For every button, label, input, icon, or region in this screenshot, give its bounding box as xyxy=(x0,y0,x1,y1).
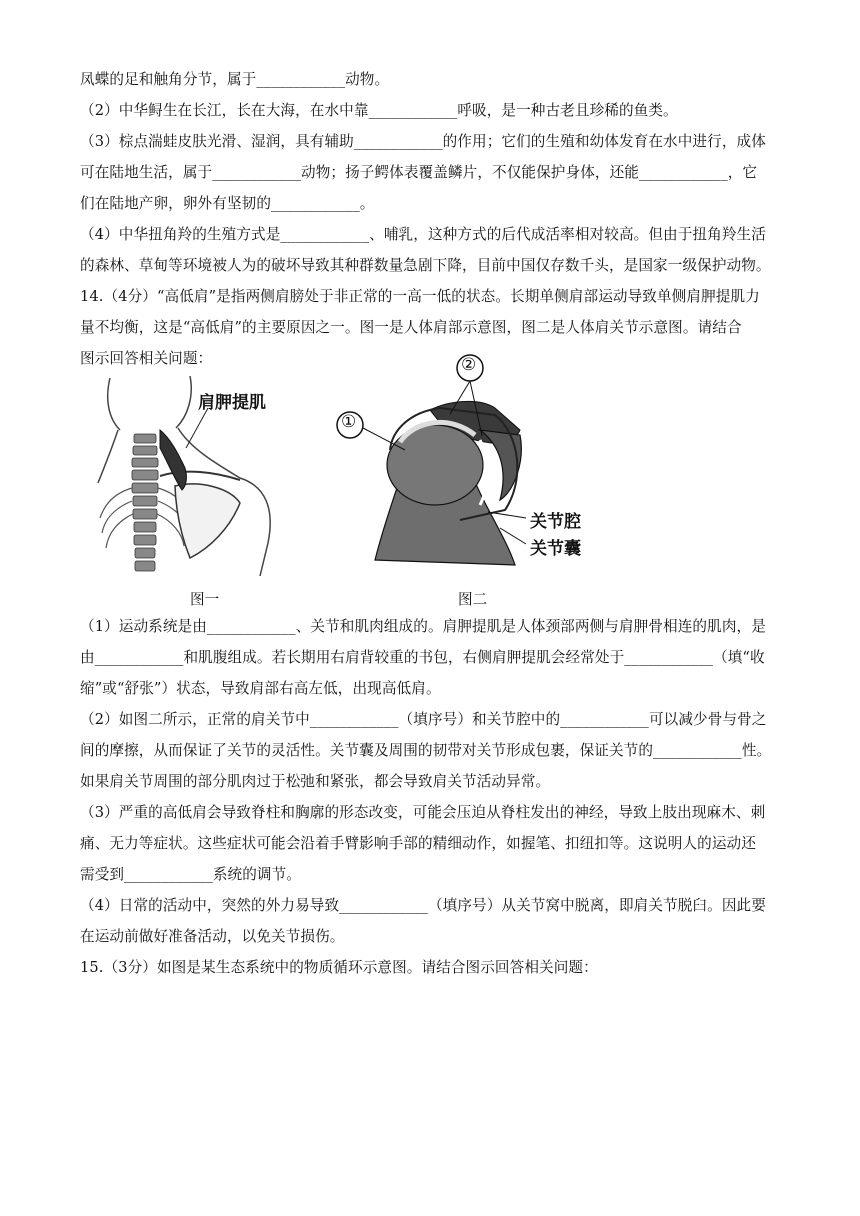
question-14-part-1-line-1: （1）运动系统是由____________、关节和肌肉组成的。肩胛提肌是人体颈部两侧与肩胛骨相连的肌肉，是 xyxy=(80,618,766,635)
marker-1: ① xyxy=(341,412,357,432)
question-14-part-3-line-3: 需受到____________系统的调节。 xyxy=(80,866,302,883)
text-line-5: 们在陆地产卵，卵外有坚韧的____________。 xyxy=(80,195,375,212)
question-14-part-2-line-3: 如果肩关节周围的部分肌肉过于松弛和紧张，都会导致肩关节活动异常。 xyxy=(80,773,551,790)
text-line-6: （4）中华扭角羚的生殖方式是____________、哺乳，这种方式的后代成活率相对较高。但由于扭角羚生活 xyxy=(80,226,766,243)
question-14-stem-3: 图示回答相关问题： xyxy=(80,350,213,367)
text-line-7: 的森林、草甸等环境被人为的破坏导致其种群数量急剧下降，目前中国仅存数千头，是国家一级保护动物。 xyxy=(80,257,771,274)
question-14-part-4-line-1: （4）日常的活动中，突然的外力易导致____________（填序号）从关节窝中脱离，即肩关节脱臼。因此要 xyxy=(80,897,766,914)
question-15-stem: 15.（3分）如图是某生态系统中的物质循环示意图。请结合图示回答相关问题： xyxy=(80,959,598,976)
question-14-part-3-line-1: （3）严重的高低肩会导致脊柱和胸廓的形态改变，可能会压迫从脊柱发出的神经，导致上肢出现麻木、刺 xyxy=(80,804,766,821)
label-joint-capsule: 关节囊 xyxy=(530,539,581,559)
figure-2-shoulder-joint-diagram xyxy=(330,350,600,582)
text-line-4: 可在陆地生活，属于____________动物；扬子鳄体表覆盖鳞片，不仅能保护身体，还能____________，它 xyxy=(80,164,758,181)
question-14-part-1-line-3: 缩”或“舒张”）状态，导致肩部右高左低，出现高低肩。 xyxy=(80,680,441,697)
text-line-1: 凤蝶的足和触角分节，属于____________动物。 xyxy=(80,71,390,88)
question-14-part-1-line-2: 由____________和肌腹组成。若长期用右肩背较重的书包，右侧肩胛提肌会经常处于____________（填“收 xyxy=(80,649,765,666)
question-14-stem-2: 量不均衡，这是“高低肩”的主要原因之一。图一是人体肩部示意图，图二是人体肩关节示意图。请结合 xyxy=(80,319,742,336)
figure-2-caption: 图二 xyxy=(458,591,488,608)
label-levator-scapulae: 肩胛提肌 xyxy=(198,393,266,413)
question-14-part-3-line-2: 痛、无力等症状。这些症状可能会沿着手臂影响手部的精细动作，如握笔、扣纽扣等。这说明人的运动还 xyxy=(80,835,756,852)
text-line-3: （3）棕点湍蛙皮肤光滑、湿润，具有辅助____________的作用；它们的生殖和幼体发育在水中进行，成体 xyxy=(80,133,766,150)
marker-2: ② xyxy=(461,355,477,375)
figure-1-caption: 图一 xyxy=(190,591,220,608)
question-14-part-2-line-1: （2）如图二所示，正常的肩关节中____________（填序号）和关节腔中的____________可以减少骨与骨之 xyxy=(80,711,767,728)
question-14-stem-1: 14.（4分）“高低肩”是指两侧肩膀处于非正常的一高一低的状态。长期单侧肩部运动导致单侧肩胛提肌力 xyxy=(80,288,760,305)
figure-1-shoulder-diagram xyxy=(90,368,305,578)
question-14-part-2-line-2: 间的摩擦，从而保证了关节的灵活性。关节囊及周围的韧带对关节形成包裹，保证关节的____________性。 xyxy=(80,742,772,759)
label-joint-cavity: 关节腔 xyxy=(530,512,581,532)
text-line-2: （2）中华鲟生在长江，长在大海，在水中靠____________呼吸，是一种古老且珍稀的鱼类。 xyxy=(80,102,678,119)
question-14-part-4-line-2: 在运动前做好准备活动，以免关节损伤。 xyxy=(80,928,345,945)
